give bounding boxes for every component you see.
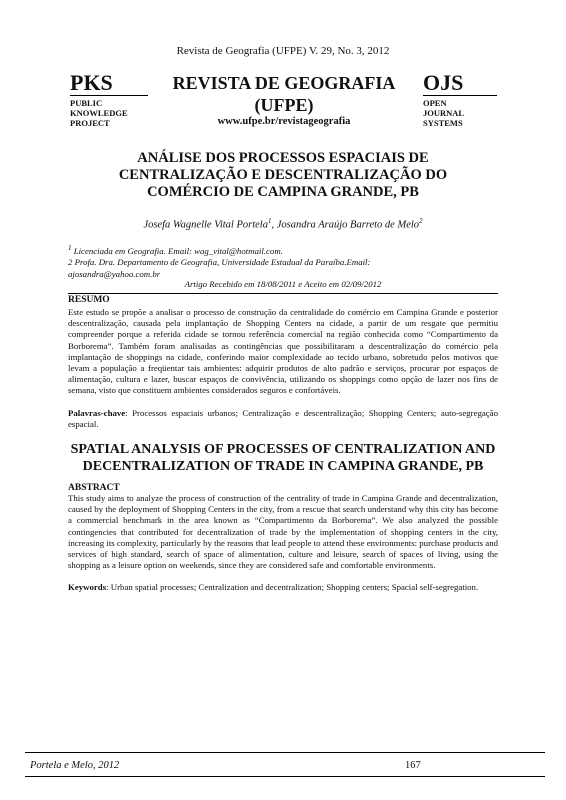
pks-line-3: PROJECT <box>70 118 110 128</box>
affiliation-2-email: ajosandra@yahoo.com.br <box>68 268 161 279</box>
ojs-line-3: SYSTEMS <box>423 118 463 128</box>
author-2-sup: 2 <box>419 217 423 225</box>
received-date: Artigo Recebido em 18/08/2011 e Aceito em 02/09/2012 <box>184 279 382 289</box>
english-title-line-2: DECENTRALIZATION OF TRADE IN CAMPINA GRANDE, PB <box>82 459 484 474</box>
palavras-chave-text: : Processos espaciais urbanos; Centralização e descentralização; Shopping Centers; auto-segregação espacial. <box>68 408 498 430</box>
authors <box>0 217 566 231</box>
article-title <box>70 150 496 201</box>
ojs-rule <box>423 95 497 96</box>
english-title <box>60 441 506 475</box>
title-line-2: CENTRALIZAÇÃO E DESCENTRALIZAÇÃO DO <box>118 167 448 183</box>
footer-rule <box>25 752 545 753</box>
english-title-line-1: SPATIAL ANALYSIS OF PROCESSES OF CENTRALIZATION AND <box>70 442 496 457</box>
ojs-logo: OJS <box>423 70 464 95</box>
pks-line-1: PUBLIC <box>70 98 103 108</box>
footer-bottom-rule <box>25 776 545 777</box>
ojs-caption <box>423 98 464 128</box>
affiliations <box>68 243 508 280</box>
affil-1-sup: 1 <box>68 244 72 252</box>
title-line-3: COMÉRCIO DE CAMPINA GRANDE, PB <box>147 184 419 200</box>
resumo-rule <box>68 293 498 294</box>
affiliation-1: Licenciada em Geografia. Email: wag_vital@hotmail.com. <box>71 245 283 256</box>
author-1: Josefa Wagnelle Vital Portela <box>143 219 268 231</box>
keywords-label: Keywords <box>68 582 107 592</box>
abstract-heading: ABSTRACT <box>68 483 120 493</box>
pks-rule <box>70 95 148 96</box>
author-separator: , <box>271 219 277 231</box>
footer-citation: Portela e Melo, 2012 <box>30 760 120 771</box>
ojs-line-2: JOURNAL <box>423 108 465 118</box>
journal-title-line-2: (UFPE) <box>254 95 314 115</box>
page-number: 167 <box>405 760 421 771</box>
pks-line-2: KNOWLEDGE <box>70 108 128 118</box>
abstract-keywords <box>68 582 498 593</box>
author-2: Josandra Araújo Barreto de Melo <box>276 219 420 231</box>
journal-url: www.ufpe.br/revistageografia <box>217 116 351 127</box>
ojs-line-1: OPEN <box>423 98 447 108</box>
pks-caption <box>70 98 128 128</box>
resumo-keywords <box>68 408 498 430</box>
keywords-text: : Urban spatial processes; Centralization and decentralization; Shopping centers; Spacial self-segregation. <box>106 582 479 592</box>
resumo-heading: RESUMO <box>68 295 110 305</box>
pks-logo: PKS <box>70 70 113 95</box>
title-line-1: ANÁLISE DOS PROCESSOS ESPACIAIS DE <box>137 150 429 166</box>
running-header: Revista de Geografia (UFPE) V. 29, No. 3, 2012 <box>176 45 390 57</box>
author-1-sup: 1 <box>267 217 272 225</box>
resumo-text: Este estudo se propõe a analisar o processo de construção da centralidade do comércio em Campina Grande e posterior descentralização, causada pela implantação de Shopping Centers na cidade, a partir de um resgate que permitiu compreender porque a referida cidade se tornou referência comercial na região conhecida como “Compartimento da Borborema”. Também foram analisadas as contingências que possibilitaram a descentralização do comércio pela implantação de shoppings na cidade, conferindo maior complexidade ao tecido urbano, sobretudo pelos motivos que levam a população a freqüentar tais ambientes: adquirir produtos de alto padrão e serviços, procurar por espaços de alimentação, cultura e lazer, buscar espaços de convivência, utilizando os shoppings como opção de lazer nos fins de semana, visto que constituem ambientes considerados seguros e confortáveis. <box>68 307 498 396</box>
journal-title-line-1: REVISTA DE GEOGRAFIA <box>172 73 396 93</box>
abstract-text: This study aims to analyze the process of construction of the centrality of trade in Campina Grande and decentralization, caused by the deployment of Shopping Centers in the city, from a rescue that search understand why this city has become a commercial benchmark in the area known as “Compartimento da Borborema”. We also analyzed the possible contingencies that contributed for decentralization of trade by the implementation of shopping centers in the city, increasing its complexity, particularly by the reasons that lead people to attend these environments: purchase products and services of high standard, search of space of alimentation, culture and leisure, search of spaces of living, using the shopping as a leisure option on weekends, since they are considered safe and comfortable environments. <box>68 493 498 571</box>
affiliation-2: 2 Profa. Dra. Departamento de Geografia, Universidade Estadual da Paraíba.Email: <box>68 257 371 268</box>
journal-title <box>150 72 418 116</box>
palavras-chave-label: Palavras-chave <box>68 408 126 418</box>
